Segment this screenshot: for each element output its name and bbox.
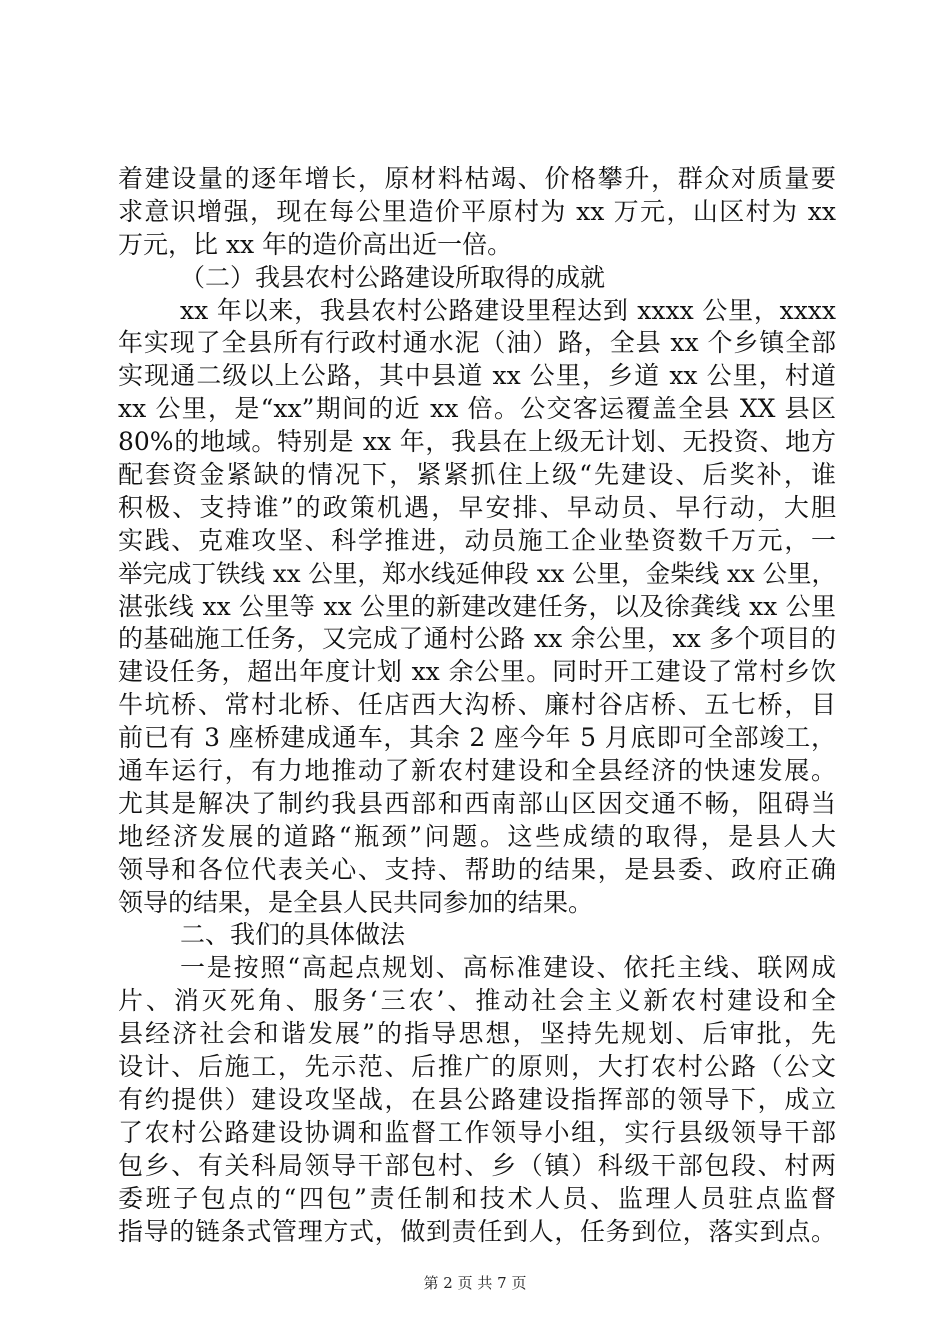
text-line: 一是按照“高起点规划、高标准建设、依托主线、联网成: [180, 953, 836, 983]
text-line: 80%的地域。特别是 xx 年，我县在上级无计划、无投资、地方: [118, 427, 836, 457]
document-body: [118, 163, 836, 1248]
text-line: 积极、支持谁”的政策机遇，早安排、早动员、早行动，大胆: [118, 492, 836, 522]
text-line: 前已有 3 座桥建成通车，其余 2 座今年 5 月底即可全部竣工，: [118, 723, 836, 753]
text-line: 领导的结果，是全县人民共同参加的结果。: [118, 887, 594, 917]
text-line: 指导的链条式管理方式，做到责任到人，任务到位，落实到点。: [118, 1216, 836, 1246]
text-line: 有约提供）建设攻坚战，在县公路建设指挥部的领导下，成立: [118, 1084, 836, 1114]
text-line: 地经济发展的道路“瓶颈”问题。这些成绩的取得，是县人大: [118, 821, 836, 851]
text-line: 领导和各位代表关心、支持、帮助的结果，是县委、政府正确: [118, 854, 836, 884]
text-line: 牛坑桥、常村北桥、任店西大沟桥、廉村谷店桥、五七桥，目: [118, 690, 836, 720]
text-line: 了农村公路建设协调和监督工作领导小组，实行县级领导干部: [118, 1117, 836, 1147]
text-line: 委班子包点的“四包”责任制和技术人员、监理人员驻点监督: [118, 1183, 836, 1213]
text-line: xx 年以来，我县农村公路建设里程达到 xxxx 公里，xxxx: [180, 295, 836, 325]
text-line: 建设任务，超出年度计划 xx 余公里。同时开工建设了常村乡饮: [118, 657, 836, 687]
text-line: 县经济社会和谐发展”的指导思想，坚持先规划、后审批，先: [118, 1019, 836, 1049]
text-line: 万元，比 xx 年的造价高出近一倍。: [118, 229, 513, 259]
text-line: 包乡、有关科局领导干部包村、乡（镇）科级干部包段、村两: [118, 1150, 836, 1180]
text-line: 举完成丁铁线 xx 公里，郑水线延伸段 xx 公里，金柴线 xx 公里，: [118, 558, 836, 588]
text-line: 年实现了全县所有行政村通水泥（油）路，全县 xx 个乡镇全部: [118, 328, 836, 358]
text-line: 设计、后施工，先示范、后推广的原则，大打农村公路（公文: [118, 1052, 836, 1082]
text-line: 配套资金紧缺的情况下，紧紧抓住上级“先建设、后奖补，谁: [118, 460, 836, 490]
text-line: 求意识增强，现在每公里造价平原村为 xx 万元，山区村为 xx: [118, 196, 836, 226]
text-line: 尤其是解决了制约我县西部和西南部山区因交通不畅，阻碍当: [118, 788, 836, 818]
text-line: （二）我县农村公路建设所取得的成就: [180, 262, 606, 292]
page-footer: 第 2 页 共 7 页: [423, 1274, 527, 1292]
text-line: xx 公里，是“xx”期间的近 xx 倍。公交客运覆盖全县 XX 县区: [118, 394, 836, 424]
text-line: 实践、克难攻坚、科学推进，动员施工企业垫资数千万元，一: [118, 525, 836, 555]
text-line: 湛张线 xx 公里等 xx 公里的新建改建任务，以及徐龚线 xx 公里: [118, 591, 836, 621]
text-line: 通车运行，有力地推动了新农村建设和全县经济的快速发展。: [118, 756, 836, 786]
text-line: 片、消灭死角、服务‘三农’、推动社会主义新农村建设和全: [118, 986, 836, 1016]
text-line: 二、我们的具体做法: [180, 920, 406, 950]
text-line: 着建设量的逐年增长，原材料枯竭、价格攀升，群众对质量要: [118, 164, 836, 193]
text-line: 的基础施工任务，又完成了通村公路 xx 余公里，xx 多个项目的: [118, 624, 836, 654]
text-line: 实现通二级以上公路，其中县道 xx 公里，乡道 xx 公里，村道: [118, 361, 836, 391]
